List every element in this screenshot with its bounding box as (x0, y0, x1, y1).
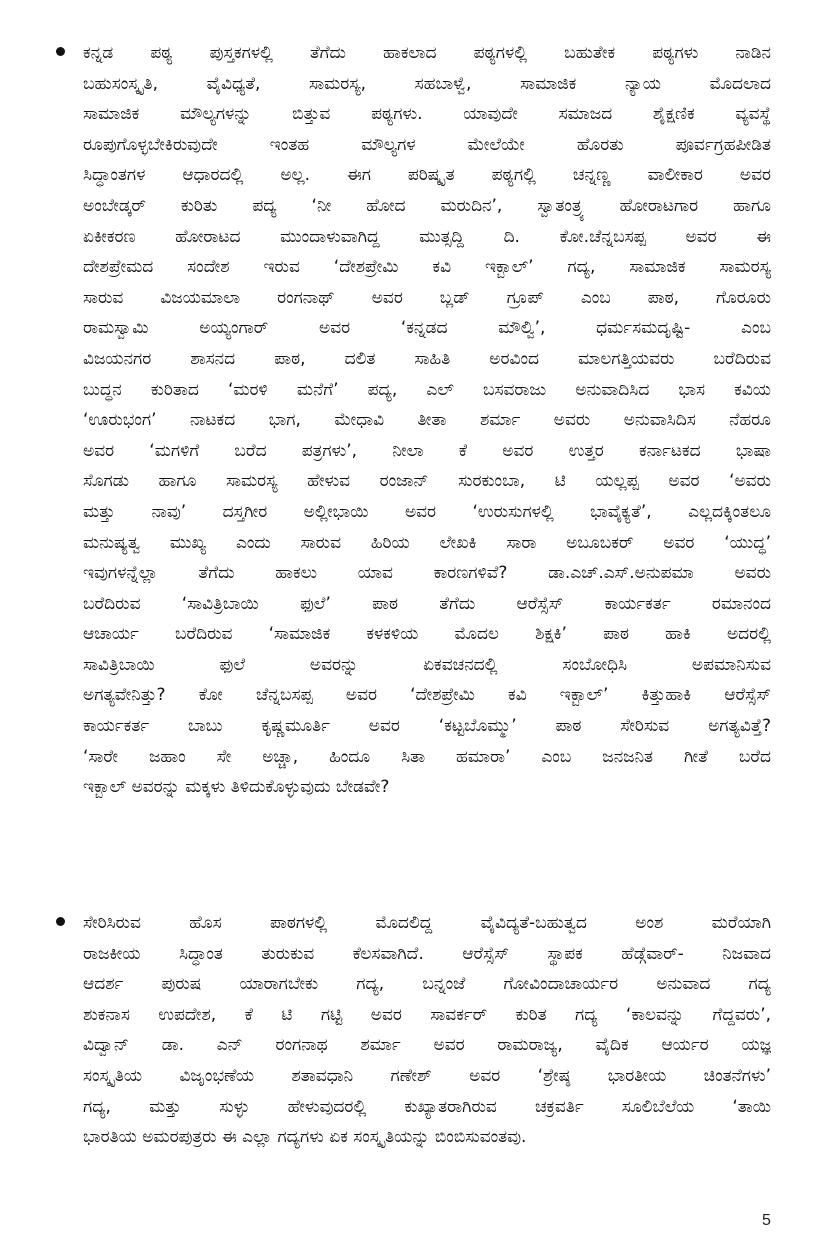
text-line: ‘ಊರುಭಂಗ’ ನಾಟಕದ ಭಾಗ, ಮೇಧಾವಿ ತೀತಾ ಶರ್ಮಾ ಅವರು ಅನುವಾಸಿದಿಸ ನೆಹರೂ (83, 410, 771, 431)
text-line: ಸಾವಿತ್ರಿಬಾಯಿ ಫುಲೆ ಅವರನ್ನು ಏಕವಚನದಲ್ಲಿ ಸಂಬೋಧಿಸಿ ಅಪಮಾನಿಸುವ (83, 654, 771, 675)
bullet-icon (56, 917, 65, 926)
text-line: ವಿದ್ವಾನ್ ಡಾ. ಎನ್ ರಂಗನಾಥ ಶರ್ಮಾ ಅವರ ರಾಮರಾಜ್ಯ, ವೈದಿಕ ಆರ್ಯರ ಯಜ್ಞ (83, 1035, 771, 1056)
text-line: ರಾಮಸ್ವಾಮಿ ಅಯ್ಯಂಗಾರ್ ಅವರ ‘ಕನ್ನಡದ ಮೌಲ್ವಿ’, ಧರ್ಮಸಮದೃಷ್ಟಿ- ಎಂಬ (83, 318, 771, 339)
text-line: ಇಕ್ಬಾಲ್ ಅವರನ್ನು ಮಕ್ಕಳು ತಿಳಿದುಕೊಳ್ಳುವುದು ಬೇಡವೇ? (83, 777, 390, 798)
text-line: ಬರೆದಿರುವ ‘ಸಾವಿತ್ರಿಬಾಯಿ ಫುಲೆ’ ಪಾಠ ತೆಗೆದು ಆರೆಸ್ಸೆಸ್ ಕಾರ್ಯಕರ್ತ ರಮಾನಂದ (83, 593, 771, 614)
text-line: ಭಾರತಿಯ ಅಮರಪುತ್ರರು ಈ ಎಲ್ಲಾ ಗದ್ಯಗಳು ಏಕ ಸಂಸ್ಕೃತಿಯನ್ನು ಬಿಂಬಿಸುವಂತವು. (83, 1127, 527, 1148)
text-line: ಕನ್ನಡ ಪಠ್ಯ ಪುಸ್ತಕಗಳಲ್ಲಿ ತೆಗೆದು ಹಾಕಲಾದ ಪಠ್ಯಗಳಲ್ಲಿ ಬಹುತೇಕ ಪಠ್ಯಗಳು ನಾಡಿನ (83, 43, 771, 63)
text-line: ಸಂಸ್ಕೃತಿಯ ವಿಜೃಂಭಣೆಯ ಶತಾವಧಾನಿ ಗಣೇಶ್ ಅವರ ‘ಶ್ರೇಷ್ಠ ಭಾರತೀಯ ಚಿಂತನೆಗಳು’ (83, 1065, 771, 1086)
text-line: ಅಗತ್ಯವೇನಿತ್ತು? ಕೋ ಚೆನ್ನಬಸಪ್ಪ ಅವರ ‘ದೇಶಪ್ರೇಮಿ ಕವಿ ಇಕ್ಬಾಲ್’ ಕಿತ್ತುಹಾಕಿ ಆರೆಸ್ಸೆಸ್ (83, 685, 771, 706)
text-line: ಆಚಾರ್ಯ ಬರೆದಿರುವ ‘ಸಾಮಾಜಿಕ ಕಳಕಳಿಯ ಮೊದಲ ಶಿಕ್ಷಕಿ’ ಪಾಠ ಹಾಕಿ ಅದರಲ್ಲಿ (83, 624, 771, 645)
text-line: ಅವರ ‘ಮಗಳಿಗೆ ಬರೆದ ಪತ್ರಗಳು’, ನೀಲಾ ಕೆ ಅವರ ಉತ್ತರ ಕರ್ನಾಟಕದ ಭಾಷಾ (83, 440, 771, 461)
bullet-icon (56, 47, 65, 56)
text-line: ಬಹುಸಂಸ್ಕೃತಿ, ವೈವಿಧ್ಯತೆ, ಸಾಮರಸ್ಯ, ಸಹಬಾಳ್ವೆ, ಸಾಮಾಜಿಕ ನ್ಯಾಯ ಮೊದಲಾದ (83, 73, 771, 94)
text-line: ಆದರ್ಶ ಪುರುಷ ಯಾರಾಗಬೇಕು ಗದ್ಯ, ಬನ್ನಂಜೆ ಗೋವಿಂದಾಚಾರ್ಯರ ಅನುವಾದ ಗದ್ಯ (83, 974, 771, 995)
bullet-paragraph-2 (83, 908, 771, 1153)
text-line: ಮನುಷ್ಯತ್ವ ಮುಖ್ಯ ಎಂದು ಸಾರುವ ಹಿರಿಯ ಲೇಖಕಿ ಸಾರಾ ಅಬೂಬಕರ್ ಅವರ ‘ಯುದ್ಧ’ (83, 532, 771, 553)
text-line: ಇವುಗಳನ್ನೆಲ್ಲಾ ತೆಗೆದು ಹಾಕಲು ಯಾವ ಕಾರಣಗಳಿವೆ? ಡಾ.ಎಚ್.ಎಸ್.ಅನುಪಮಾ ಅವರು (83, 563, 771, 584)
page-number: 5 (762, 1212, 771, 1229)
text-line: ಮತ್ತು ನಾವು’ ದಸ್ತಗೀರ ಅಲ್ಲೀಭಾಯಿ ಅವರ ‘ಉರುಸುಗಳಲ್ಲಿ ಭಾವೈಕ್ಯತೆ’, ಎಲ್ಲದಕ್ಕಿಂತಲೂ (83, 501, 771, 522)
text-line: ರಾಜಕೀಯ ಸಿದ್ಧಾಂತ ತುರುಕುವ ಕೆಲಸವಾಗಿದೆ. ಆರೆಸ್ಸೆಸ್ ಸ್ಥಾಪಕ ಹೆಡ್ಗೆವಾರ್- ನಿಜವಾದ (83, 943, 771, 964)
text-line: ಸಿದ್ಧಾಂತಗಳ ಆಧಾರದಲ್ಲಿ ಅಲ್ಲ. ಈಗ ಪರಿಷ್ಕೃತ ಪಠ್ಯಗಲ್ಲಿ ಚನ್ನಣ್ಣ ವಾಲೀಕಾರ ಅವರ (83, 165, 771, 186)
text-line: ಏಕೀಕರಣ ಹೋರಾಟದ ಮುಂದಾಳುವಾಗಿದ್ದ ಮುತ್ಸದ್ದಿ ದಿ. ಕೋ.ಚೆನ್ನಬಸಪ್ಪ ಅವರ ಈ (83, 226, 771, 247)
text-line: ಅಂಬೇಡ್ಕರ್ ಕುರಿತು ಪದ್ಯ ‘ನೀ ಹೋದ ಮರುದಿನ’, ಸ್ವಾತಂತ್ರ್ಯ ಹೋರಾಟಗಾರ ಹಾಗೂ (83, 195, 771, 216)
text-line: ಸೊಗಡು ಹಾಗೂ ಸಾಮರಸ್ಯ ಹೇಳುವ ರಂಜಾನ್ ಸುರಕುಂಬಾ, ಟಿ ಯಲ್ಲಪ್ಪ ಅವರ ‘ಅವರು (83, 471, 771, 492)
text-line: ‘ಸಾರೇ ಜಹಾಂ ಸೇ ಅಚ್ಚಾ, ಹಿಂದೂ ಸಿತಾ ಹಮಾರಾ’ ಎಂಬ ಜನಜನಿತ ಗೀತೆ ಬರೆದ (83, 746, 771, 767)
text-line: ಸೇರಿಸಿರುವ ಹೊಸ ಪಾಠಗಳಲ್ಲಿ ಮೊದಲಿದ್ದ ವೈವಿದ್ಯತೆ-ಬಹುತ್ವದ ಅಂಶ ಮರೆಯಾಗಿ (83, 913, 771, 933)
bullet-paragraph-1 (83, 38, 771, 803)
text-line: ವಿಜಯನಗರ ಶಾಸನದ ಪಾಠ, ದಲಿತ ಸಾಹಿತಿ ಅರವಿಂದ ಮಾಲಗತ್ತಿಯವರು ಬರೆದಿರುವ (83, 348, 771, 369)
text-line: ಕಾರ್ಯಕರ್ತ ಬಾಬು ಕೃಷ್ಣಮೂರ್ತಿ ಅವರ ‘ಕಟ್ಟಬೊಮ್ಮು’ ಪಾಠ ಸೇರಿಸುವ ಅಗತ್ಯವಿತ್ತೆ? (83, 716, 771, 737)
text-line: ಸಾಮಾಜಿಕ ಮೌಲ್ಯಗಳನ್ನು ಬಿತ್ತುವ ಪಠ್ಯಗಳು. ಯಾವುದೇ ಸಮಾಜದ ಶೈಕ್ಷಣಿಕ ವ್ಯವಸ್ಥೆ (83, 104, 771, 125)
text-line: ದೇಶಪ್ರೇಮದ ಸಂದೇಶ ಇರುವ ‘ದೇಶಪ್ರೇಮಿ ಕವಿ ಇಕ್ಬಾಲ್’ ಗದ್ಯ, ಸಾಮಾಜಿಕ ಸಾಮರಸ್ಯ (83, 257, 771, 278)
text-line: ಗದ್ಯ, ಮತ್ತು ಸುಳ್ಳು ಹೇಳುವುದರಲ್ಲಿ ಕುಖ್ಯಾತರಾಗಿರುವ ಚಕ್ರವರ್ತಿ ಸೂಲಿಬೆಲೆಯ ‘ತಾಯಿ (83, 1096, 771, 1117)
text-line: ಸಾರುವ ವಿಜಯಮಾಲಾ ರಂಗನಾಥ್ ಅವರ ಬ್ಲಡ್ ಗ್ರೂಪ್ ಎಂಬ ಪಾಠ, ಗೊರೂರು (83, 287, 771, 308)
text-line: ಶುಕನಾಸ ಉಪದೇಶ, ಕೆ ಟಿ ಗಟ್ಟಿ ಅವರ ಸಾವರ್ಕರ್ ಕುರಿತ ಗದ್ಯ ‘ಕಾಲವನ್ನು ಗೆದ್ದವರು’, (83, 1004, 771, 1025)
text-line: ರೂಪುಗೊಳ್ಳಬೇಕಿರುವುದೇ ಇಂತಹ ಮೌಲ್ಯಗಳ ಮೇಲೆಯೇ ಹೊರತು ಪೂರ್ವಗ್ರಹಪೀಡಿತ (83, 134, 771, 155)
text-line: ಬುದ್ಧನ ಕುರಿತಾದ ‘ಮರಳಿ ಮನೆಗೆ’ ಪದ್ಯ, ಎಲ್ ಬಸವರಾಜು ಅನುವಾದಿಸಿದ ಭಾಸ ಕವಿಯ (83, 379, 771, 400)
